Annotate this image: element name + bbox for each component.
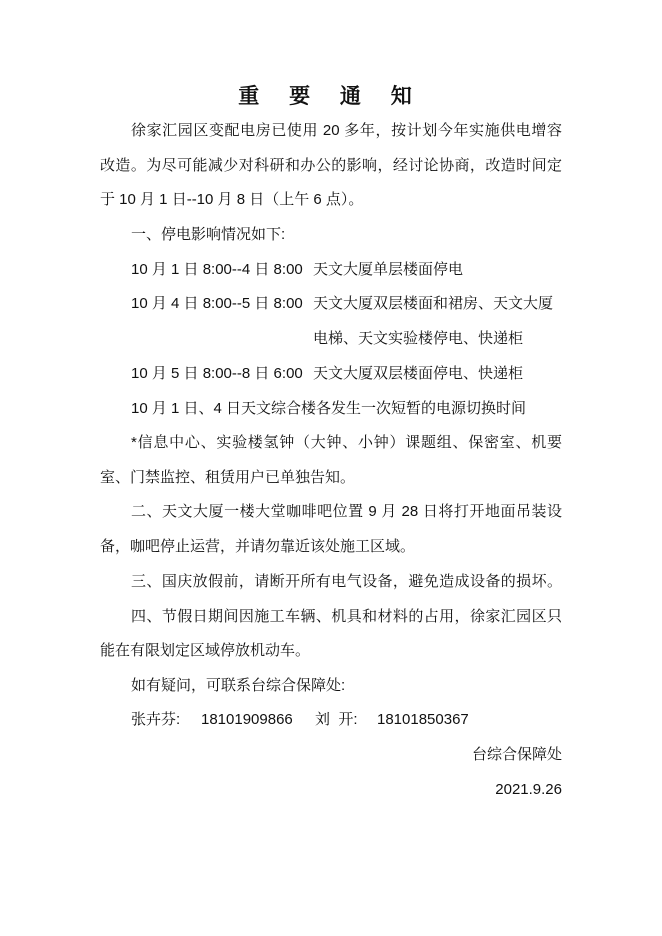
schedule-row-1: [131, 259, 562, 281]
section2-line-1: 二、天文大厦一楼大堂咖啡吧位置 9 月 28 日将打开地面吊装设: [131, 503, 562, 520]
section3: 三、国庆放假前，请断开所有电气设备，避免造成设备的损坏。: [131, 573, 562, 590]
page-title: 重 要 通 知: [238, 85, 424, 108]
schedule-time: 10 月 4 日 8:00--5 日 8:00: [131, 295, 303, 312]
switch-note: 10 月 1 日、4 日天文综合楼各发生一次短暂的电源切换时间: [131, 400, 527, 417]
contacts-line: [131, 709, 562, 731]
schedule-row-2: [131, 293, 562, 315]
schedule-row-2-cont: 电梯、天文实验楼停电、快递柜: [313, 330, 524, 347]
signature: 台综合保障处: [471, 746, 562, 763]
contact-intro: 如有疑问，可联系台综合保障处:: [131, 677, 346, 694]
contact-name: 刘 开:: [315, 711, 358, 728]
section4-line-1: 四、节假日期间因施工车辆、机具和材料的占用，徐家汇园区只: [131, 608, 562, 625]
contact-name: 张卉芬:: [131, 711, 181, 728]
section4-line-2: 能在有限划定区域停放机动车。: [100, 642, 311, 659]
schedule-desc: 天文大厦单层楼面停电: [313, 261, 464, 278]
contact-phone: 18101909866: [201, 711, 293, 728]
notified-line-2: 室、门禁监控、租赁用户已单独告知。: [100, 469, 356, 486]
intro-line-3: 于 10 月 1 日--10 月 8 日（上午 6 点）。: [100, 191, 364, 208]
schedule-desc: 天文大厦双层楼面停电、快递柜: [313, 365, 524, 382]
intro-line-2: 改造。为尽可能减少对科研和办公的影响，经讨论协商，改造时间定: [100, 157, 562, 174]
section1-heading: 一、停电影响情况如下:: [131, 226, 286, 243]
date: 2021.9.26: [495, 781, 562, 798]
schedule-desc: 天文大厦双层楼面和裙房、天文大厦: [313, 295, 554, 312]
schedule-time: 10 月 1 日 8:00--4 日 8:00: [131, 261, 303, 278]
schedule-time: 10 月 5 日 8:00--8 日 6:00: [131, 365, 303, 382]
contact-phone: 18101850367: [377, 711, 469, 728]
notified-line-1: *信息中心、实验楼氢钟（大钟、小钟）课题组、保密室、机要: [131, 434, 562, 451]
section2-line-2: 备，咖吧停止运营，并请勿靠近该处施工区域。: [100, 538, 416, 555]
schedule-row-3: [131, 363, 562, 385]
intro-line-1: 徐家汇园区变配电房已使用 20 多年，按计划今年实施供电增容: [131, 122, 562, 139]
